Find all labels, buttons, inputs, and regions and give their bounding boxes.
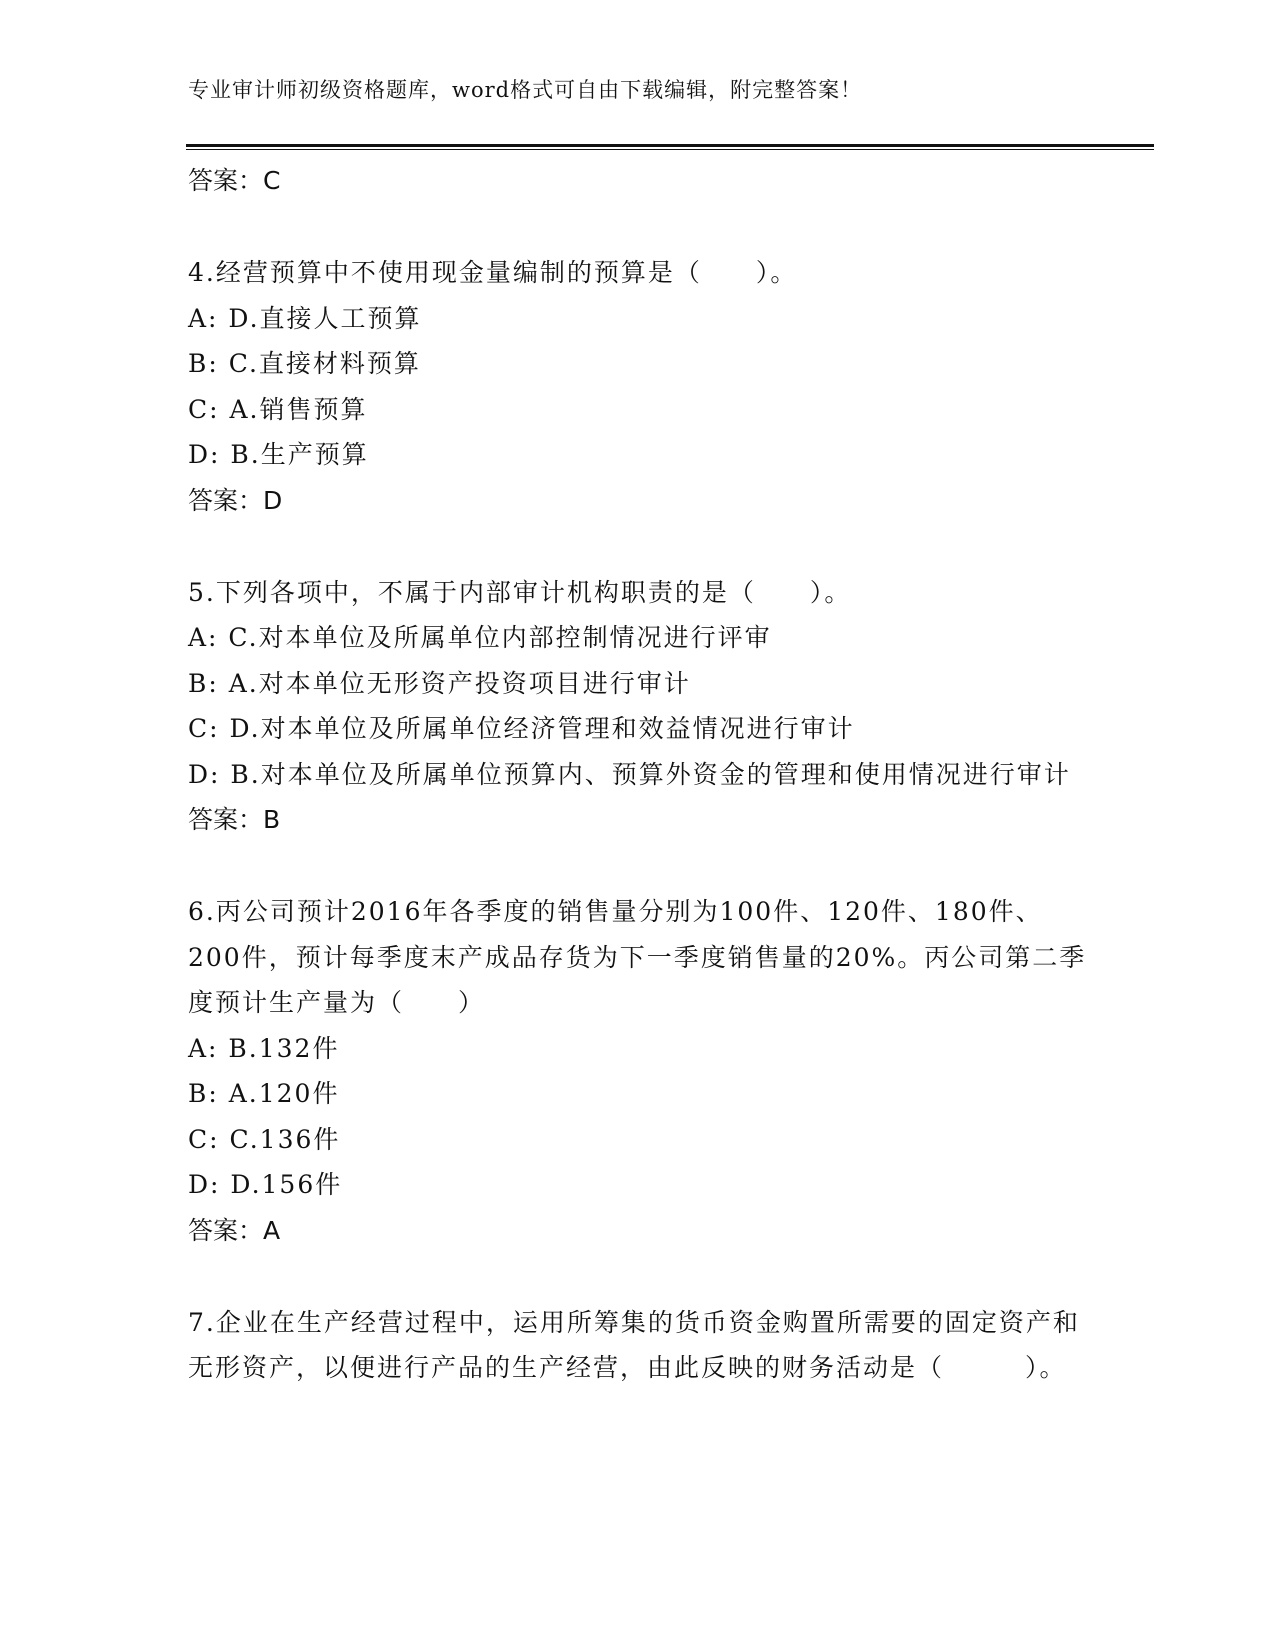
question-block-7 — [188, 1300, 1088, 1391]
header-rule-thick — [186, 144, 1154, 147]
answer-line: 答案：D — [188, 485, 283, 515]
header-rule-thin — [186, 149, 1154, 150]
answer-line: 答案：C — [188, 166, 281, 195]
option-a: A: D.直接人工预算 — [188, 303, 422, 333]
option-b: B: A.120件 — [188, 1079, 340, 1108]
option-c: C: C.136件 — [188, 1124, 341, 1154]
question-block-6 — [188, 889, 1088, 1254]
option-d: D: B.对本单位及所属单位预算内、预算外资金的管理和使用情况进行审计 — [188, 759, 1071, 789]
option-d: D: D.156件 — [188, 1170, 343, 1199]
answer-line: 答案：B — [188, 805, 281, 834]
option-a: A: C.对本单位及所属单位内部控制情况进行评审 — [188, 623, 772, 652]
page-header: 专业审计师初级资格题库，word格式可自由下载编辑，附完整答案！ — [188, 78, 863, 102]
question-block-4 — [188, 250, 1088, 524]
question-block-5 — [188, 570, 1088, 844]
answer-line: 答案：A — [188, 1215, 281, 1245]
question-stem: 6.丙公司预计2016年各季度的销售量分别为100件、120件、180件、200件，预计每季度末产成品存货为下一季度销售量的20%。丙公司第二季度预计生产量为（ ） — [188, 897, 1087, 1017]
option-c: C: A.销售预算 — [188, 394, 368, 424]
option-c: C: D.对本单位及所属单位经济管理和效益情况进行审计 — [188, 714, 855, 743]
question-stem: 7.企业在生产经营过程中，运用所筹集的货币资金购置所需要的固定资产和无形资产，以便进行产品的生产经营，由此反映的财务活动是（ ）。 — [188, 1307, 1080, 1382]
question-content — [188, 158, 1088, 1391]
option-b: B: C.直接材料预算 — [188, 349, 421, 378]
question-stem: 4.经营预算中不使用现金量编制的预算是（ ）。 — [188, 258, 798, 287]
option-b: B: A.对本单位无形资产投资项目进行审计 — [188, 668, 691, 698]
option-a: A: B.132件 — [188, 1033, 340, 1063]
question-stem: 5.下列各项中，不属于内部审计机构职责的是（ ）。 — [188, 577, 852, 607]
option-d: D: B.生产预算 — [188, 440, 369, 469]
